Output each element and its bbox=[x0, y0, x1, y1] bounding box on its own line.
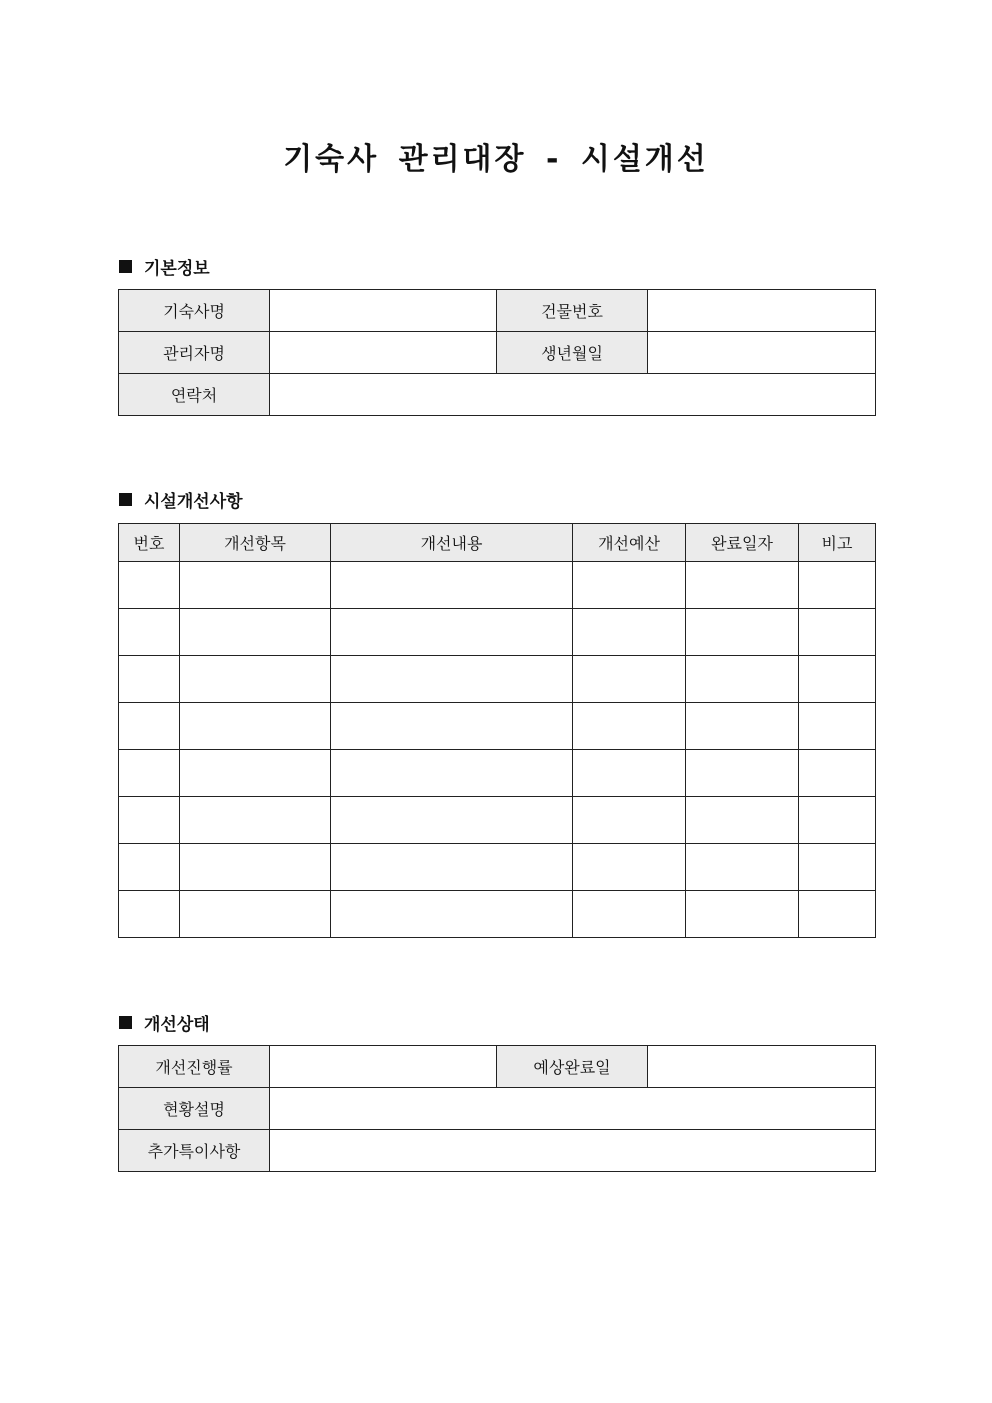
expected-completion-label: 예상완료일 bbox=[497, 1046, 648, 1088]
improvements-table-body bbox=[119, 562, 876, 938]
column-header-number: 번호 bbox=[119, 524, 180, 562]
cell-budget[interactable] bbox=[573, 891, 686, 938]
cell-completion-date[interactable] bbox=[686, 891, 799, 938]
column-header-completion-date: 완료일자 bbox=[686, 524, 799, 562]
cell-item[interactable] bbox=[180, 703, 331, 750]
column-header-budget: 개선예산 bbox=[573, 524, 686, 562]
cell-number[interactable] bbox=[119, 656, 180, 703]
cell-details[interactable] bbox=[331, 797, 573, 844]
manager-name-label: 관리자명 bbox=[119, 332, 270, 374]
notes-field[interactable] bbox=[270, 1130, 876, 1172]
cell-budget[interactable] bbox=[573, 656, 686, 703]
building-number-label: 건물번호 bbox=[497, 290, 648, 332]
cell-completion-date[interactable] bbox=[686, 797, 799, 844]
status-table bbox=[118, 1045, 876, 1172]
cell-details[interactable] bbox=[331, 656, 573, 703]
cell-remarks[interactable] bbox=[799, 844, 876, 891]
table-row bbox=[119, 891, 876, 938]
building-number-field[interactable] bbox=[648, 290, 876, 332]
section-heading-basic bbox=[119, 254, 210, 279]
table-row bbox=[119, 562, 876, 609]
birth-date-field[interactable] bbox=[648, 332, 876, 374]
square-bullet-icon bbox=[119, 1016, 132, 1029]
section-heading-status bbox=[119, 1010, 210, 1035]
cell-remarks[interactable] bbox=[799, 750, 876, 797]
cell-remarks[interactable] bbox=[799, 703, 876, 750]
cell-completion-date[interactable] bbox=[686, 703, 799, 750]
cell-remarks[interactable] bbox=[799, 656, 876, 703]
table-row bbox=[119, 1088, 876, 1130]
cell-details[interactable] bbox=[331, 750, 573, 797]
column-header-details: 개선내용 bbox=[331, 524, 573, 562]
cell-item[interactable] bbox=[180, 656, 331, 703]
notes-label: 추가특이사항 bbox=[119, 1130, 270, 1172]
section-heading-improvements-text: 시설개선사항 bbox=[144, 492, 243, 512]
cell-remarks[interactable] bbox=[799, 797, 876, 844]
cell-budget[interactable] bbox=[573, 844, 686, 891]
cell-number[interactable] bbox=[119, 797, 180, 844]
cell-budget[interactable] bbox=[573, 609, 686, 656]
cell-remarks[interactable] bbox=[799, 891, 876, 938]
column-header-remarks: 비고 bbox=[799, 524, 876, 562]
manager-name-field[interactable] bbox=[270, 332, 497, 374]
section-heading-status-text: 개선상태 bbox=[144, 1015, 210, 1035]
cell-completion-date[interactable] bbox=[686, 656, 799, 703]
cell-number[interactable] bbox=[119, 891, 180, 938]
table-row bbox=[119, 374, 876, 416]
square-bullet-icon bbox=[119, 260, 132, 273]
birth-date-label: 생년월일 bbox=[497, 332, 648, 374]
dormitory-name-field[interactable] bbox=[270, 290, 497, 332]
cell-completion-date[interactable] bbox=[686, 750, 799, 797]
cell-budget[interactable] bbox=[573, 703, 686, 750]
cell-completion-date[interactable] bbox=[686, 562, 799, 609]
table-row bbox=[119, 703, 876, 750]
contact-field[interactable] bbox=[270, 374, 876, 416]
improvements-table bbox=[118, 523, 876, 938]
contact-label: 연락처 bbox=[119, 374, 270, 416]
cell-item[interactable] bbox=[180, 891, 331, 938]
table-row bbox=[119, 609, 876, 656]
section-heading-improvements bbox=[119, 487, 243, 512]
table-header-row bbox=[119, 524, 876, 562]
cell-details[interactable] bbox=[331, 562, 573, 609]
cell-item[interactable] bbox=[180, 750, 331, 797]
cell-item[interactable] bbox=[180, 797, 331, 844]
cell-details[interactable] bbox=[331, 844, 573, 891]
table-row bbox=[119, 1130, 876, 1172]
column-header-item: 개선항목 bbox=[180, 524, 331, 562]
cell-details[interactable] bbox=[331, 609, 573, 656]
cell-number[interactable] bbox=[119, 562, 180, 609]
table-row bbox=[119, 750, 876, 797]
cell-item[interactable] bbox=[180, 562, 331, 609]
current-status-label: 현황설명 bbox=[119, 1088, 270, 1130]
cell-number[interactable] bbox=[119, 703, 180, 750]
dormitory-name-label: 기숙사명 bbox=[119, 290, 270, 332]
cell-item[interactable] bbox=[180, 609, 331, 656]
square-bullet-icon bbox=[119, 493, 132, 506]
table-row bbox=[119, 797, 876, 844]
table-row bbox=[119, 1046, 876, 1088]
cell-budget[interactable] bbox=[573, 562, 686, 609]
cell-remarks[interactable] bbox=[799, 562, 876, 609]
cell-number[interactable] bbox=[119, 609, 180, 656]
page-title: 기숙사 관리대장 - 시설개선 bbox=[283, 142, 709, 177]
progress-label: 개선진행률 bbox=[119, 1046, 270, 1088]
cell-completion-date[interactable] bbox=[686, 844, 799, 891]
table-row bbox=[119, 332, 876, 374]
basic-info-table bbox=[118, 289, 876, 416]
cell-number[interactable] bbox=[119, 844, 180, 891]
table-row bbox=[119, 656, 876, 703]
cell-remarks[interactable] bbox=[799, 609, 876, 656]
cell-item[interactable] bbox=[180, 844, 331, 891]
cell-completion-date[interactable] bbox=[686, 609, 799, 656]
cell-details[interactable] bbox=[331, 703, 573, 750]
cell-details[interactable] bbox=[331, 891, 573, 938]
table-row bbox=[119, 290, 876, 332]
progress-field[interactable] bbox=[270, 1046, 497, 1088]
section-heading-basic-text: 기본정보 bbox=[144, 259, 210, 279]
cell-budget[interactable] bbox=[573, 750, 686, 797]
current-status-field[interactable] bbox=[270, 1088, 876, 1130]
cell-budget[interactable] bbox=[573, 797, 686, 844]
cell-number[interactable] bbox=[119, 750, 180, 797]
expected-completion-field[interactable] bbox=[648, 1046, 876, 1088]
table-row bbox=[119, 844, 876, 891]
